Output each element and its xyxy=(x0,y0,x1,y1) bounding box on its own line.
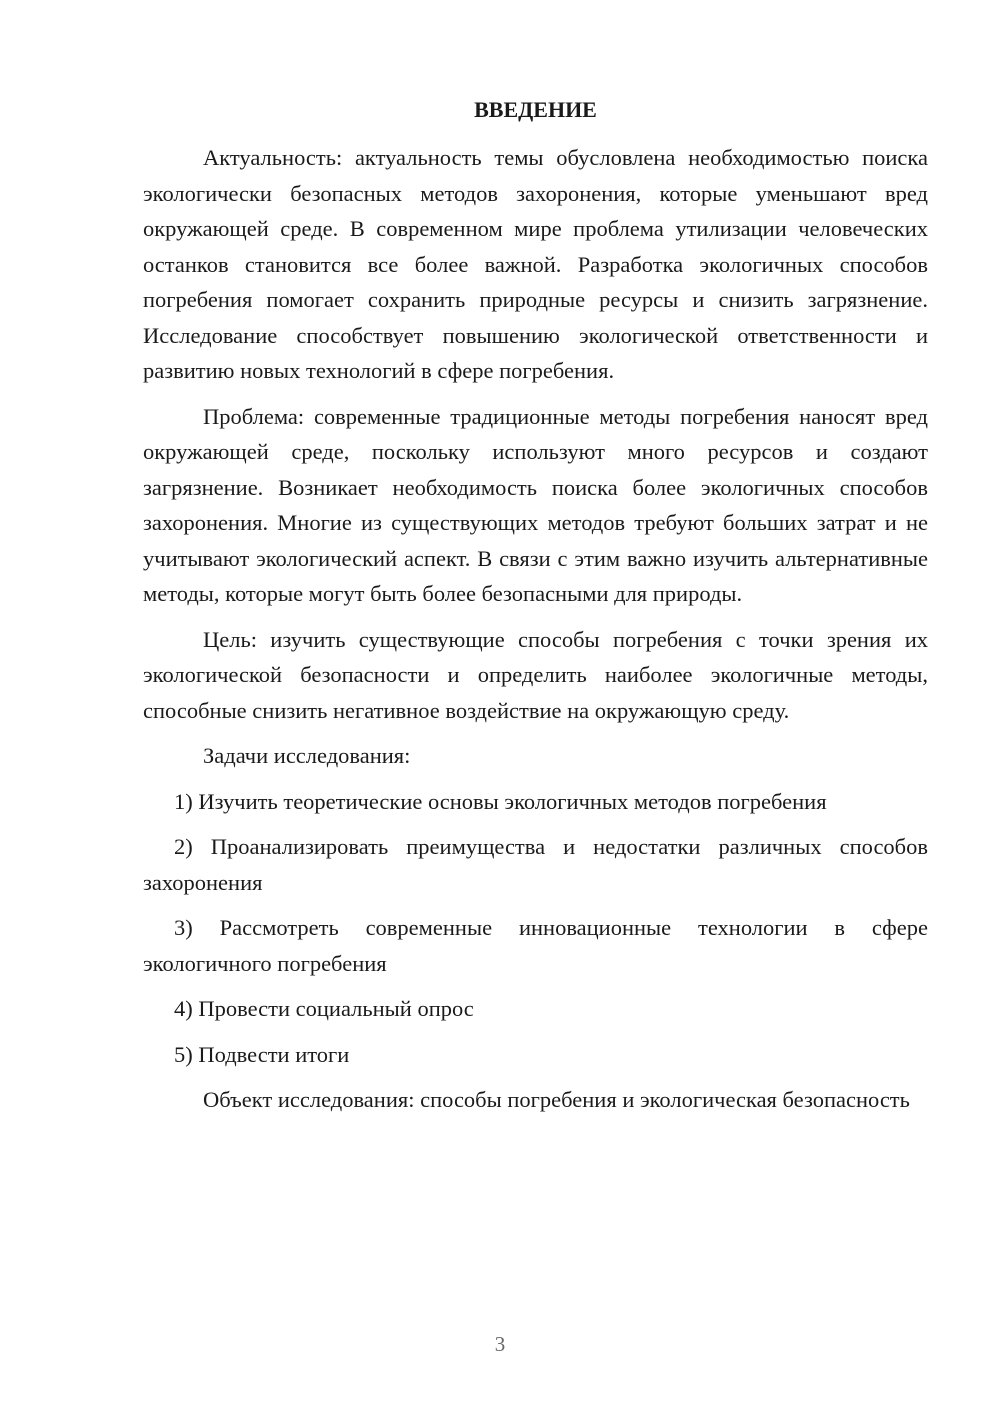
page-content xyxy=(143,92,928,1128)
problem-paragraph: Проблема: современные традиционные методы погребения наносят вред окружающей среде, поскольку используют много ресурсов и создают загрязнение. Возникает необходимость поиска более экологичных способов захоронения. Многие из существующих методов требуют больших затрат и не учитывают экологический аспект. В связи с этим важно изучить альтернативные методы, которые могут быть более безопасными для природы. xyxy=(143,403,928,606)
section-heading: ВВЕДЕНИЕ xyxy=(474,97,597,122)
tasks-title: Задачи исследования: xyxy=(203,743,411,768)
relevance-paragraph: Актуальность: актуальность темы обусловлена необходимостью поиска экологически безопасных методов захоронения, которые уменьшают вред окружающей среде. В современном мире проблема утилизации человеческих останков становится все более важной. Разработка экологичных способов погребения помогает сохранить природные ресурсы и снизить загрязнение. Исследование способствует повышению экологической ответственности и развитию новых технологий в сфере погребения. xyxy=(143,145,928,383)
task-item-4: 4) Провести социальный опрос xyxy=(174,996,474,1021)
goal-paragraph: Цель: изучить существующие способы погребения с точки зрения их экологической безопасности и определить наиболее экологичные методы, способные снизить негативное воздействие на окружающую среду. xyxy=(143,626,928,723)
task-item-1: 1) Изучить теоретические основы экологичных методов погребения xyxy=(174,788,827,814)
page-number: 3 xyxy=(494,1332,506,1356)
research-object-paragraph: Объект исследования: способы погребения и экологическая безопасность xyxy=(203,1087,910,1112)
task-item-2: 2) Проанализировать преимущества и недостатки различных способов захоронения xyxy=(143,834,928,895)
task-item-5: 5) Подвести итоги xyxy=(174,1041,350,1067)
task-item-3: 3) Рассмотреть современные инновационные технологии в сфере экологичного погребения xyxy=(143,915,928,976)
